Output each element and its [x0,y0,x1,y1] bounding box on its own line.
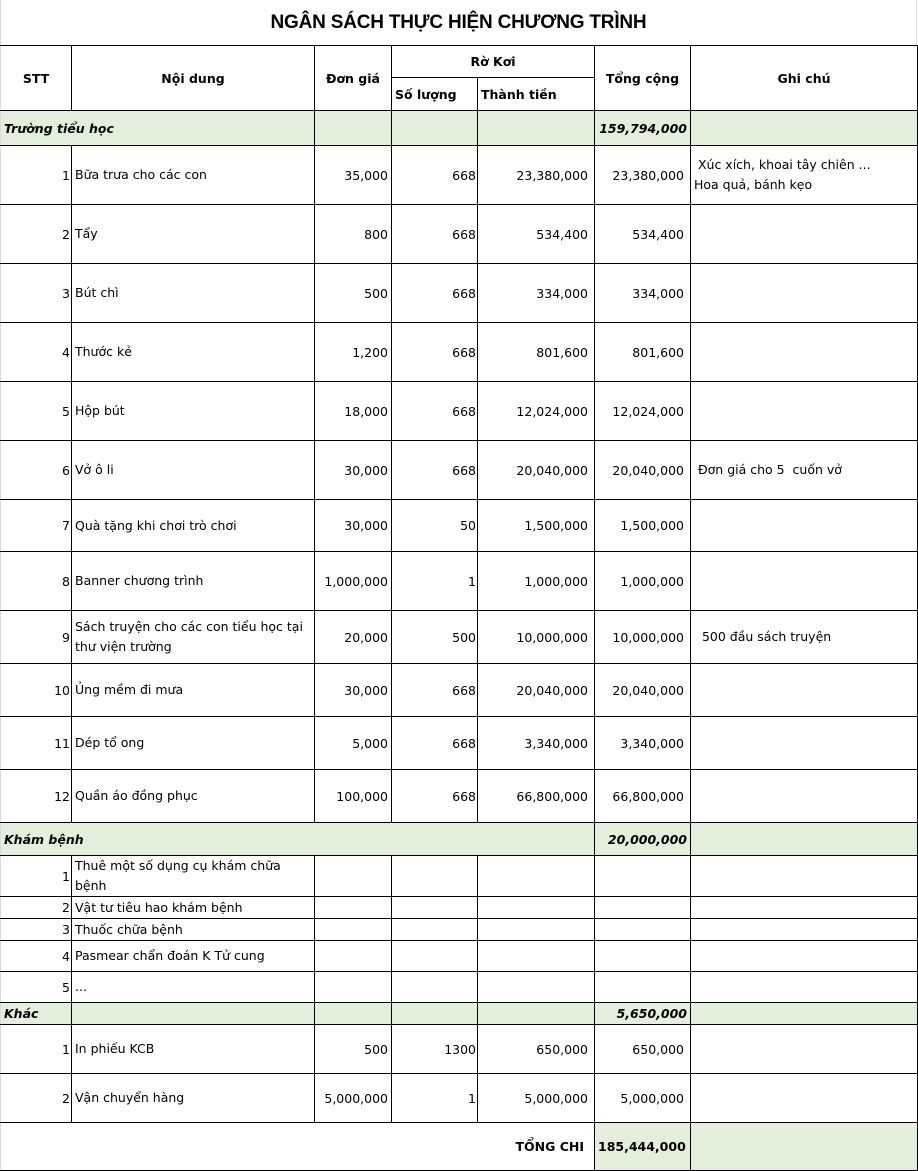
section-note [691,111,918,146]
cell-amount: 20,040,000 [478,441,595,500]
cell-quantity [392,941,478,972]
table-row [1,552,918,611]
cell-total: 20,040,000 [595,441,691,500]
cell-unit-price [315,856,392,897]
cell-amount [478,972,595,1003]
cell-stt: 9 [1,611,72,664]
cell-unit-price [315,941,392,972]
table-row [1,382,918,441]
table-row [1,897,918,919]
cell-unit-price: 5,000,000 [315,1074,392,1123]
cell-note [691,941,918,972]
cell-quantity [392,972,478,1003]
cell-stt: 4 [1,323,72,382]
cell-quantity: 50 [392,500,478,552]
header-content: Nội dung [72,46,315,111]
cell-amount: 10,000,000 [478,611,595,664]
table-row [1,611,918,664]
cell-stt: 2 [1,1074,72,1123]
table-row [1,919,918,941]
cell-unit-price: 1,200 [315,323,392,382]
cell-note [691,1074,918,1123]
cell-quantity: 668 [392,146,478,205]
cell-content: Ủng mềm đi mưa [72,664,315,717]
cell-total: 334,000 [595,264,691,323]
header-row-top [1,46,918,78]
cell-total: 12,024,000 [595,382,691,441]
header-group: Rờ Kơi [392,46,595,78]
cell-note [691,1025,918,1074]
cell-amount: 66,800,000 [478,770,595,823]
cell-quantity [392,856,478,897]
cell-total: 801,600 [595,323,691,382]
cell-note [691,146,918,205]
cell-quantity: 668 [392,323,478,382]
table-row [1,205,918,264]
cell-quantity: 1 [392,552,478,611]
cell-amount [478,919,595,941]
cell-total: 10,000,000 [595,611,691,664]
header-quantity: Số lượng [392,78,478,111]
cell-stt: 2 [1,205,72,264]
section-empty-cell [392,1003,478,1025]
cell-total: 5,000,000 [595,1074,691,1123]
cell-unit-price: 500 [315,1025,392,1074]
section-empty-cell [478,111,595,146]
header-unit-price: Đơn giá [315,46,392,111]
cell-stt: 1 [1,146,72,205]
section-row [1,111,918,146]
cell-quantity [392,897,478,919]
cell-unit-price: 5,000 [315,717,392,770]
cell-total: 1,000,000 [595,552,691,611]
cell-stt: 6 [1,441,72,500]
cell-quantity: 1300 [392,1025,478,1074]
cell-unit-price [315,972,392,1003]
section-note [691,1003,918,1025]
cell-note [691,897,918,919]
cell-stt: 1 [1,856,72,897]
sheet-title: NGÂN SÁCH THỰC HIỆN CHƯƠNG TRÌNH [0,0,917,46]
table-row [1,664,918,717]
note-line: Xúc xích, khoai tây chiên ... [694,157,871,172]
cell-amount: 650,000 [478,1025,595,1074]
cell-unit-price [315,919,392,941]
cell-amount: 5,000,000 [478,1074,595,1123]
cell-note [691,441,918,500]
grand-total-note [691,1123,918,1171]
cell-content: Vật tư tiêu hao khám bệnh [72,897,315,919]
cell-note [691,500,918,552]
cell-content: Thuê một số dụng cụ khám chữa bệnh [72,856,315,897]
cell-amount: 1,000,000 [478,552,595,611]
section-name: Khác [1,1003,72,1025]
header-note: Ghi chú [691,46,918,111]
table-row [1,972,918,1003]
cell-content: Vở ô li [72,441,315,500]
section-name: Trường tiểu học [1,111,315,146]
table-row [1,1025,918,1074]
section-note [691,823,918,856]
section-empty-cell [315,111,392,146]
cell-stt: 10 [1,664,72,717]
cell-amount: 1,500,000 [478,500,595,552]
cell-quantity [392,919,478,941]
header-total: Tổng cộng [595,46,691,111]
cell-stt: 3 [1,264,72,323]
table-row [1,941,918,972]
cell-quantity: 668 [392,264,478,323]
cell-amount: 534,400 [478,205,595,264]
cell-content: Dép tổ ong [72,717,315,770]
cell-note [691,611,918,664]
cell-quantity: 668 [392,382,478,441]
section-total: 20,000,000 [595,823,691,856]
cell-note [691,717,918,770]
table-row [1,770,918,823]
cell-unit-price: 20,000 [315,611,392,664]
cell-stt: 7 [1,500,72,552]
cell-quantity: 668 [392,770,478,823]
table-row [1,146,918,205]
cell-quantity: 500 [392,611,478,664]
cell-unit-price: 800 [315,205,392,264]
cell-content: Thuốc chữa bệnh [72,919,315,941]
cell-total: 23,380,000 [595,146,691,205]
cell-total: 650,000 [595,1025,691,1074]
cell-unit-price: 18,000 [315,382,392,441]
cell-stt: 4 [1,941,72,972]
cell-quantity: 668 [392,205,478,264]
cell-quantity: 668 [392,717,478,770]
cell-note [691,205,918,264]
cell-amount [478,897,595,919]
table-row [1,1074,918,1123]
section-name: Khám bệnh [1,823,595,856]
cell-total [595,897,691,919]
cell-unit-price: 35,000 [315,146,392,205]
cell-total: 3,340,000 [595,717,691,770]
cell-unit-price: 1,000,000 [315,552,392,611]
cell-unit-price: 30,000 [315,441,392,500]
cell-stt: 8 [1,552,72,611]
cell-stt: 5 [1,972,72,1003]
cell-content: Thước kẻ [72,323,315,382]
note-line: Đơn giá cho 5 cuốn vở [694,462,842,477]
grand-total-row [1,1123,918,1171]
cell-unit-price: 30,000 [315,500,392,552]
cell-total: 1,500,000 [595,500,691,552]
cell-total: 66,800,000 [595,770,691,823]
cell-amount: 23,380,000 [478,146,595,205]
section-empty-cell [72,1003,315,1025]
cell-content: Banner chương trình [72,552,315,611]
cell-amount [478,941,595,972]
cell-stt: 3 [1,919,72,941]
section-empty-cell [478,1003,595,1025]
cell-total [595,972,691,1003]
table-row [1,856,918,897]
cell-total: 20,040,000 [595,664,691,717]
cell-note [691,770,918,823]
table-row [1,323,918,382]
cell-stt: 1 [1,1025,72,1074]
cell-stt: 12 [1,770,72,823]
note-line: Hoa quả, bánh kẹo [694,177,813,192]
cell-amount: 20,040,000 [478,664,595,717]
cell-note [691,323,918,382]
note-line: 500 đầu sách truyện [694,629,832,644]
cell-amount [478,856,595,897]
cell-content: Pasmear chẩn đoán K Tử cung [72,941,315,972]
cell-total [595,919,691,941]
cell-quantity: 668 [392,441,478,500]
cell-amount: 3,340,000 [478,717,595,770]
cell-content: Bút chì [72,264,315,323]
cell-stt: 2 [1,897,72,919]
section-empty-cell [315,1003,392,1025]
cell-amount: 801,600 [478,323,595,382]
cell-amount: 12,024,000 [478,382,595,441]
cell-content: Tẩy [72,205,315,264]
cell-amount: 334,000 [478,264,595,323]
cell-note [691,972,918,1003]
section-total: 5,650,000 [595,1003,691,1025]
cell-total [595,856,691,897]
cell-note [691,919,918,941]
cell-note [691,264,918,323]
cell-content: Quà tặng khi chơi trò chơi [72,500,315,552]
cell-note [691,552,918,611]
cell-content: In phiếu KCB [72,1025,315,1074]
cell-note [691,664,918,717]
section-total: 159,794,000 [595,111,691,146]
cell-content: Hộp bút [72,382,315,441]
cell-content: Sách truyện cho các con tiểu học tại thư viện trường [72,611,315,664]
cell-stt: 11 [1,717,72,770]
cell-quantity: 668 [392,664,478,717]
header-amount: Thành tiền [478,78,595,111]
section-row [1,823,918,856]
cell-stt: 5 [1,382,72,441]
cell-content: ... [72,972,315,1003]
cell-content: Vận chuyển hàng [72,1074,315,1123]
table-row [1,264,918,323]
table-row [1,441,918,500]
cell-unit-price: 500 [315,264,392,323]
grand-total-value: 185,444,000 [595,1123,691,1171]
cell-note [691,382,918,441]
cell-content: Bữa trưa cho các con [72,146,315,205]
cell-total [595,941,691,972]
cell-note [691,856,918,897]
cell-total: 534,400 [595,205,691,264]
grand-total-label: TỔNG CHI [1,1123,595,1171]
cell-content: Quần áo đồng phục [72,770,315,823]
cell-unit-price [315,897,392,919]
cell-unit-price: 30,000 [315,664,392,717]
section-row [1,1003,918,1025]
header-stt: STT [1,46,72,111]
budget-table [0,45,918,1171]
table-row [1,500,918,552]
table-row [1,717,918,770]
cell-unit-price: 100,000 [315,770,392,823]
cell-quantity: 1 [392,1074,478,1123]
section-empty-cell [392,111,478,146]
